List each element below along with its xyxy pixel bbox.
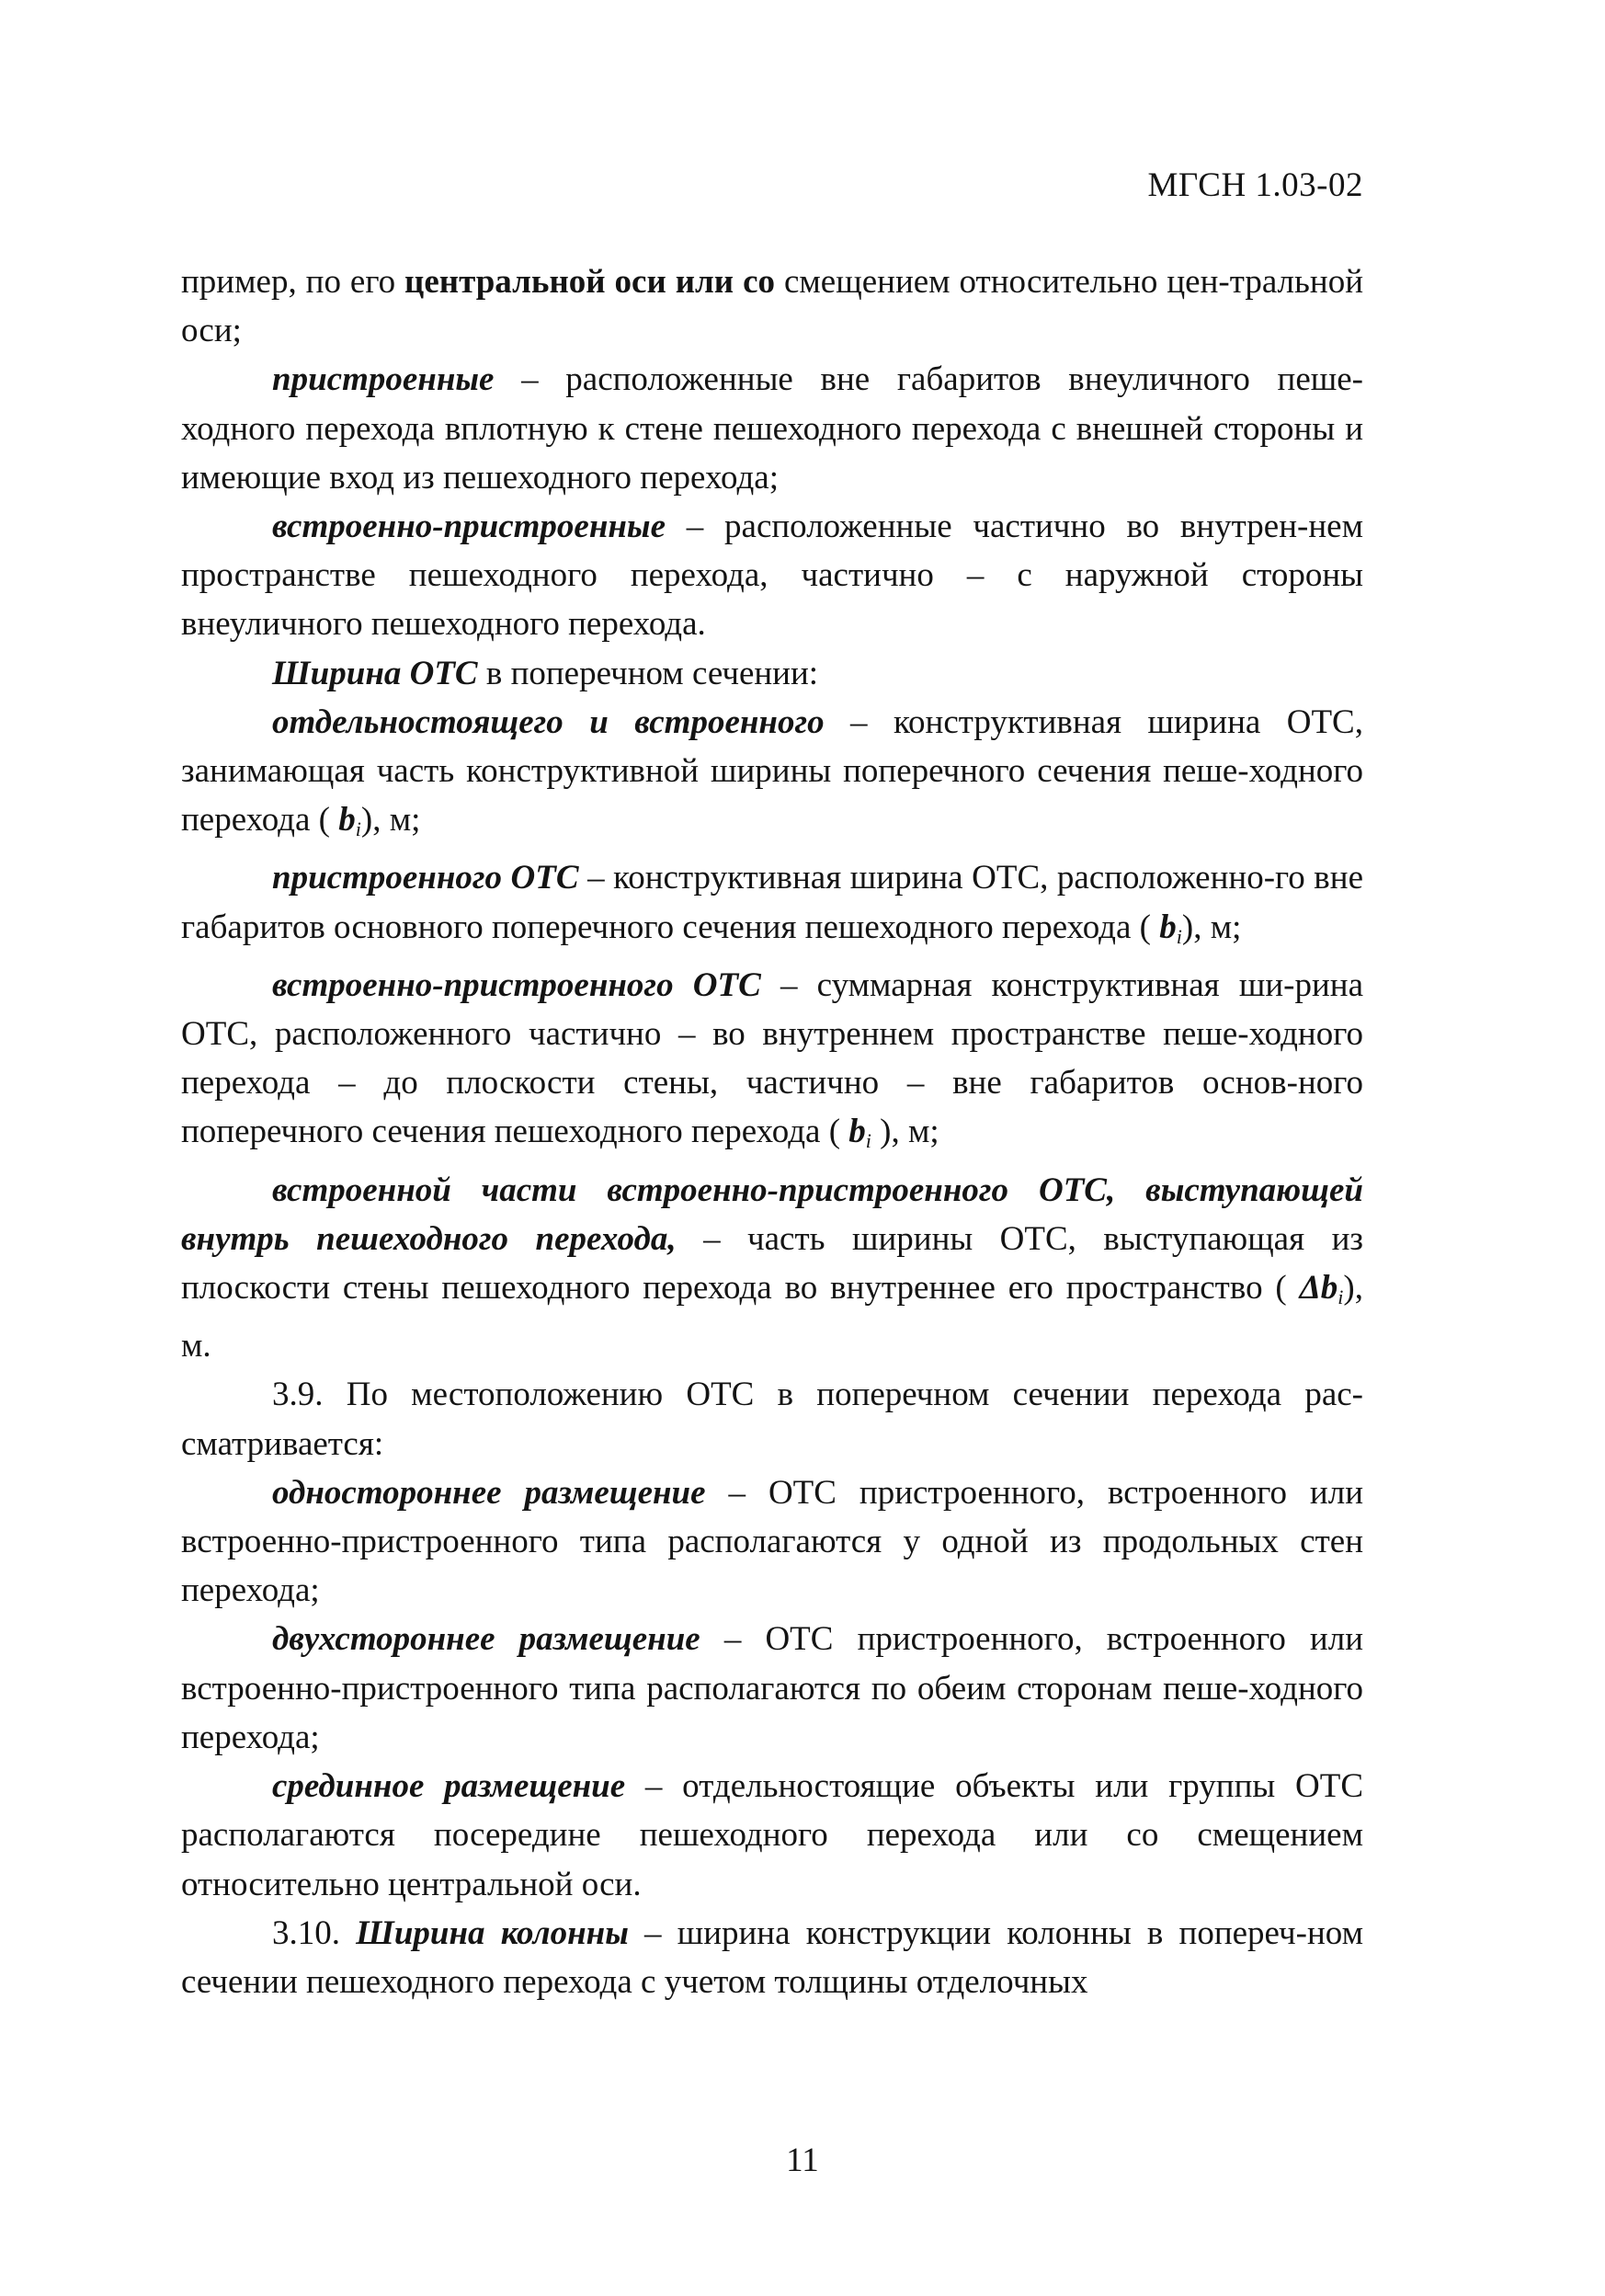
- formula-subscript: i: [865, 1129, 871, 1153]
- definition-text: – суммарная конструктивная ши-рина ОТС, расположенного частично – во внутреннем пространстве пеше-ходного перехода – до плоскости стены, частично – вне габаритов основ-ного поперечного сечения пешеходного перехода (: [181, 965, 1364, 1151]
- defined-term: одностороннее размещение: [272, 1473, 706, 1512]
- formula-symbol: b: [848, 1113, 866, 1151]
- definition-text: ), м;: [360, 801, 421, 840]
- definition-text: – расположенные частично во внутрен-нем пространстве пешеходного перехода, частично – с наружной стороны внеуличного пешеходного перехода.: [181, 508, 1363, 644]
- formula-subscript: i: [1176, 924, 1182, 948]
- definition-sredinnoe: [181, 1762, 1363, 1909]
- paragraph-continuation: [181, 257, 1363, 355]
- clause-number: 3.10.: [272, 1913, 357, 1952]
- definition-vstroennoy-chasti: [181, 1166, 1363, 1371]
- paragraph-text: пример, по его: [181, 263, 405, 301]
- defined-term: встроенной части встроенно-пристроенного ОТС, выступающей внутрь пешеходного перехода,: [181, 1171, 1363, 1258]
- definition-vstroenno-pristroennye: [181, 502, 1363, 649]
- definition-text: – часть ширины ОТС, выступающая из плоскости стены пешеходного перехода во внутреннее его пространство (: [181, 1219, 1363, 1308]
- definition-otdelnostoyashchego: [181, 698, 1363, 854]
- defined-term: встроенно-пристроенные: [272, 508, 666, 546]
- defined-term: встроенно-пристроенного ОТС: [272, 965, 761, 1004]
- definition-odnostoronnee: [181, 1468, 1363, 1616]
- definition-text: – ОТС пристроенного, встроенного или встроенно-пристроенного типа располагаются у одной из продольных стен перехода;: [181, 1473, 1363, 1610]
- definition-pristroennye: [181, 355, 1363, 502]
- bold-phrase: центральной оси или со: [404, 263, 776, 301]
- definition-text: – конструктивная ширина ОТС, расположенно-го вне габаритов основного поперечного сечения пешеходного перехода (: [181, 859, 1363, 946]
- defined-term: отдельностоящего и встроенного: [272, 703, 825, 741]
- definition-text: – отдельностоящие объекты или группы ОТС располагаются посередине пешеходного перехода или со смещением относительно центральной оси.: [181, 1767, 1363, 1903]
- clause-3-9: 3.9. По местоположению ОТС в поперечном сечении перехода рас-сматривается:: [181, 1376, 1363, 1463]
- definition-text: – ширина конструкции колонны в попереч-ном сечении пешеходного перехода с учетом толщины отделочных: [181, 1913, 1363, 2001]
- defined-term: срединное размещение: [272, 1767, 626, 1806]
- definition-dvukhstoronnee: [181, 1615, 1363, 1762]
- defined-term: Ширина ОТС: [272, 654, 478, 692]
- defined-term: Ширина колонны: [356, 1913, 629, 1952]
- formula-symbol: b: [338, 801, 356, 840]
- definition-text: – конструктивная ширина ОТС, занимающая часть конструктивной ширины поперечного сечения пеше-ходного перехода (: [181, 703, 1363, 840]
- document-code-header: МГСН 1.03-02: [1147, 166, 1363, 204]
- definition-vstroenno-pristroennogo-ots: [181, 961, 1363, 1166]
- definition-shirina-ots: [181, 649, 1363, 698]
- defined-term: пристроенные: [272, 360, 495, 399]
- defined-term: пристроенного ОТС: [272, 859, 579, 897]
- document-body: [181, 257, 1363, 2006]
- definition-pristroennogo-ots: [181, 853, 1363, 960]
- definition-text: ), м;: [1181, 908, 1242, 946]
- formula-symbol: Δb: [1299, 1269, 1338, 1308]
- definition-text: ), м.: [181, 1269, 1363, 1365]
- formula-subscript: i: [355, 817, 361, 841]
- page-number: 11: [786, 2142, 819, 2179]
- defined-term: двухстороннее размещение: [272, 1620, 700, 1659]
- definition-text: – расположенные вне габаритов внеуличного пеше-ходного перехода вплотную к стене пешеходного перехода с внешней стороны и имеющие вход из пешеходного перехода;: [181, 360, 1363, 497]
- formula-symbol: b: [1159, 908, 1177, 946]
- definition-text: в поперечном сечении:: [477, 654, 819, 692]
- clause-3-10: [181, 1909, 1363, 2006]
- formula-subscript: i: [1338, 1285, 1344, 1309]
- definition-text: ), м;: [871, 1113, 939, 1151]
- paragraph-text: смещением относительно цен-тральной оси;: [181, 263, 1364, 350]
- definition-text: – ОТС пристроенного, встроенного или встроенно-пристроенного типа располагаются по обеим сторонам пеше-ходного перехода;: [181, 1620, 1363, 1756]
